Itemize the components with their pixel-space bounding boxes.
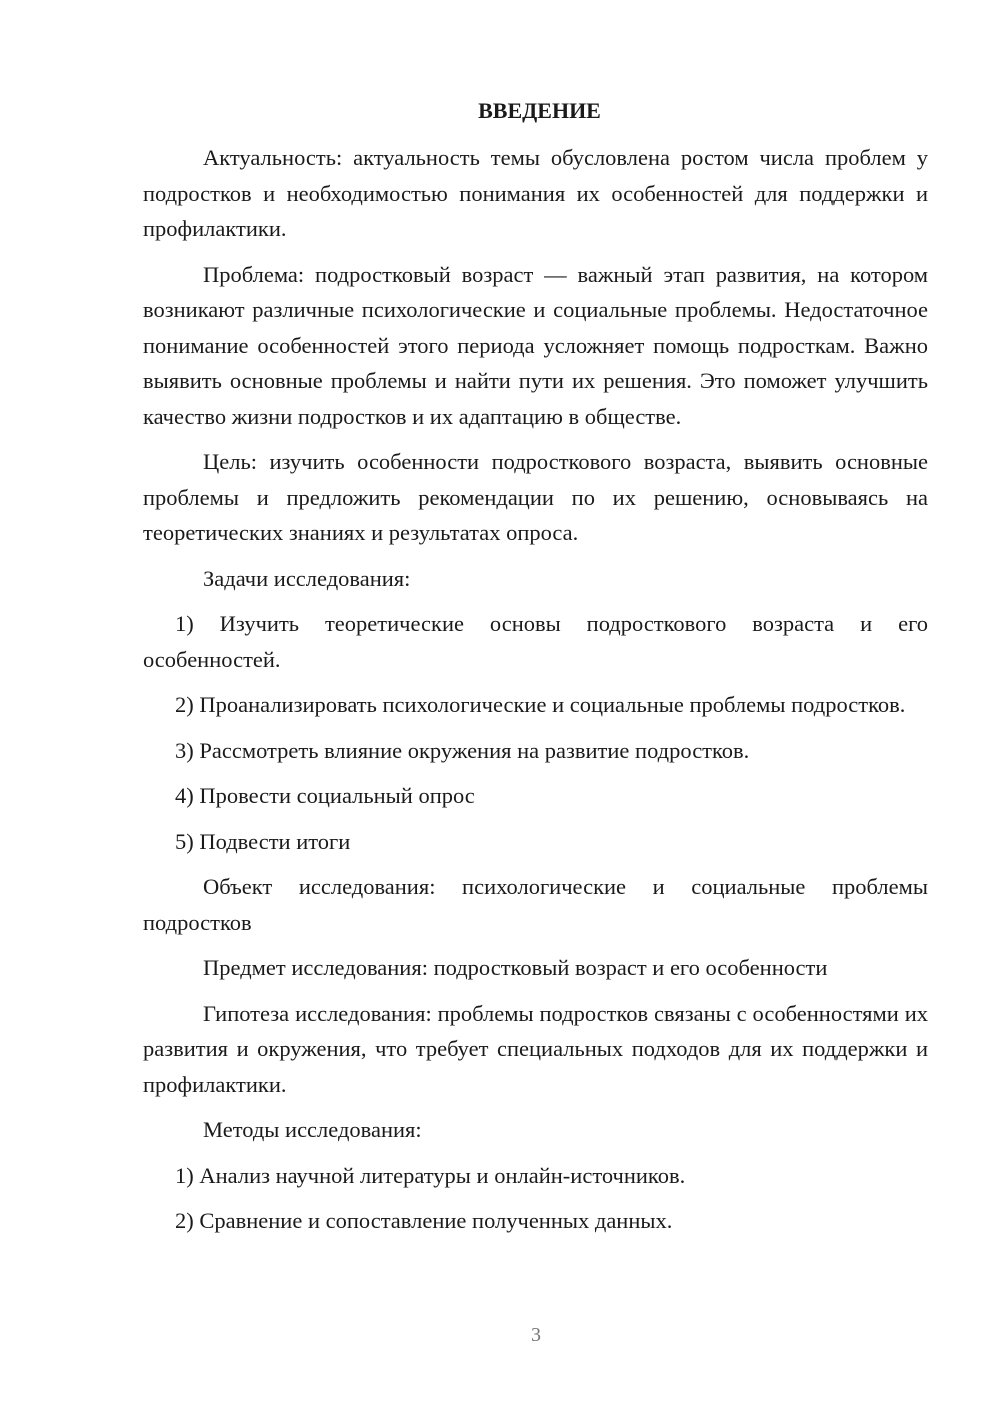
page-title: ВВЕДЕНИЕ [478, 98, 601, 123]
task-item-5: 5) Подвести итоги [175, 828, 351, 854]
object-paragraph: Объект исследования: психологические и социальные проблемы подростков [143, 874, 928, 935]
task-item-4: 4) Провести социальный опрос [175, 783, 475, 808]
task-item-1: 1) Изучить теоретические основы подросткового возраста и его особенностей. [143, 611, 928, 672]
relevance-paragraph: Актуальность: актуальность темы обусловлена ростом числа проблем у подростков и необходимостью понимания их особенностей для поддержки и профилактики. [143, 145, 928, 241]
hypothesis-paragraph: Гипотеза исследования: проблемы подростков связаны с особенностями их развития и окружения, что требует специальных подходов для их поддержки и профилактики. [143, 1000, 928, 1097]
task-item-3: 3) Рассмотреть влияние окружения на развитие подростков. [175, 737, 750, 763]
tasks-heading: Задачи исследования: [203, 565, 411, 591]
task-item-2: 2) Проанализировать психологические и социальные проблемы подростков. [175, 692, 906, 717]
page-body [143, 93, 928, 1249]
goal-paragraph: Цель: изучить особенности подросткового возраста, выявить основные проблемы и предложить рекомендации по их решению, основываясь на теоретических знаниях и результатах опроса. [143, 449, 928, 545]
method-item-2: 2) Сравнение и сопоставление полученных данных. [175, 1208, 673, 1233]
method-item-1: 1) Анализ научной литературы и онлайн-источников. [175, 1162, 686, 1188]
page-number: 3 [531, 1324, 541, 1346]
problem-paragraph: Проблема: подростковый возраст — важный этап развития, на котором возникают различные психологические и социальные проблемы. Недостаточное понимание особенностей этого периода усложняет помощь подросткам. Важно выявить основные проблемы и найти пути их решения. Это поможет улучшить качество жизни подростков и их адаптацию в обществе. [143, 261, 928, 429]
methods-heading: Методы исследования: [203, 1117, 422, 1142]
subject-paragraph: Предмет исследования: подростковый возраст и его особенности [203, 955, 828, 980]
